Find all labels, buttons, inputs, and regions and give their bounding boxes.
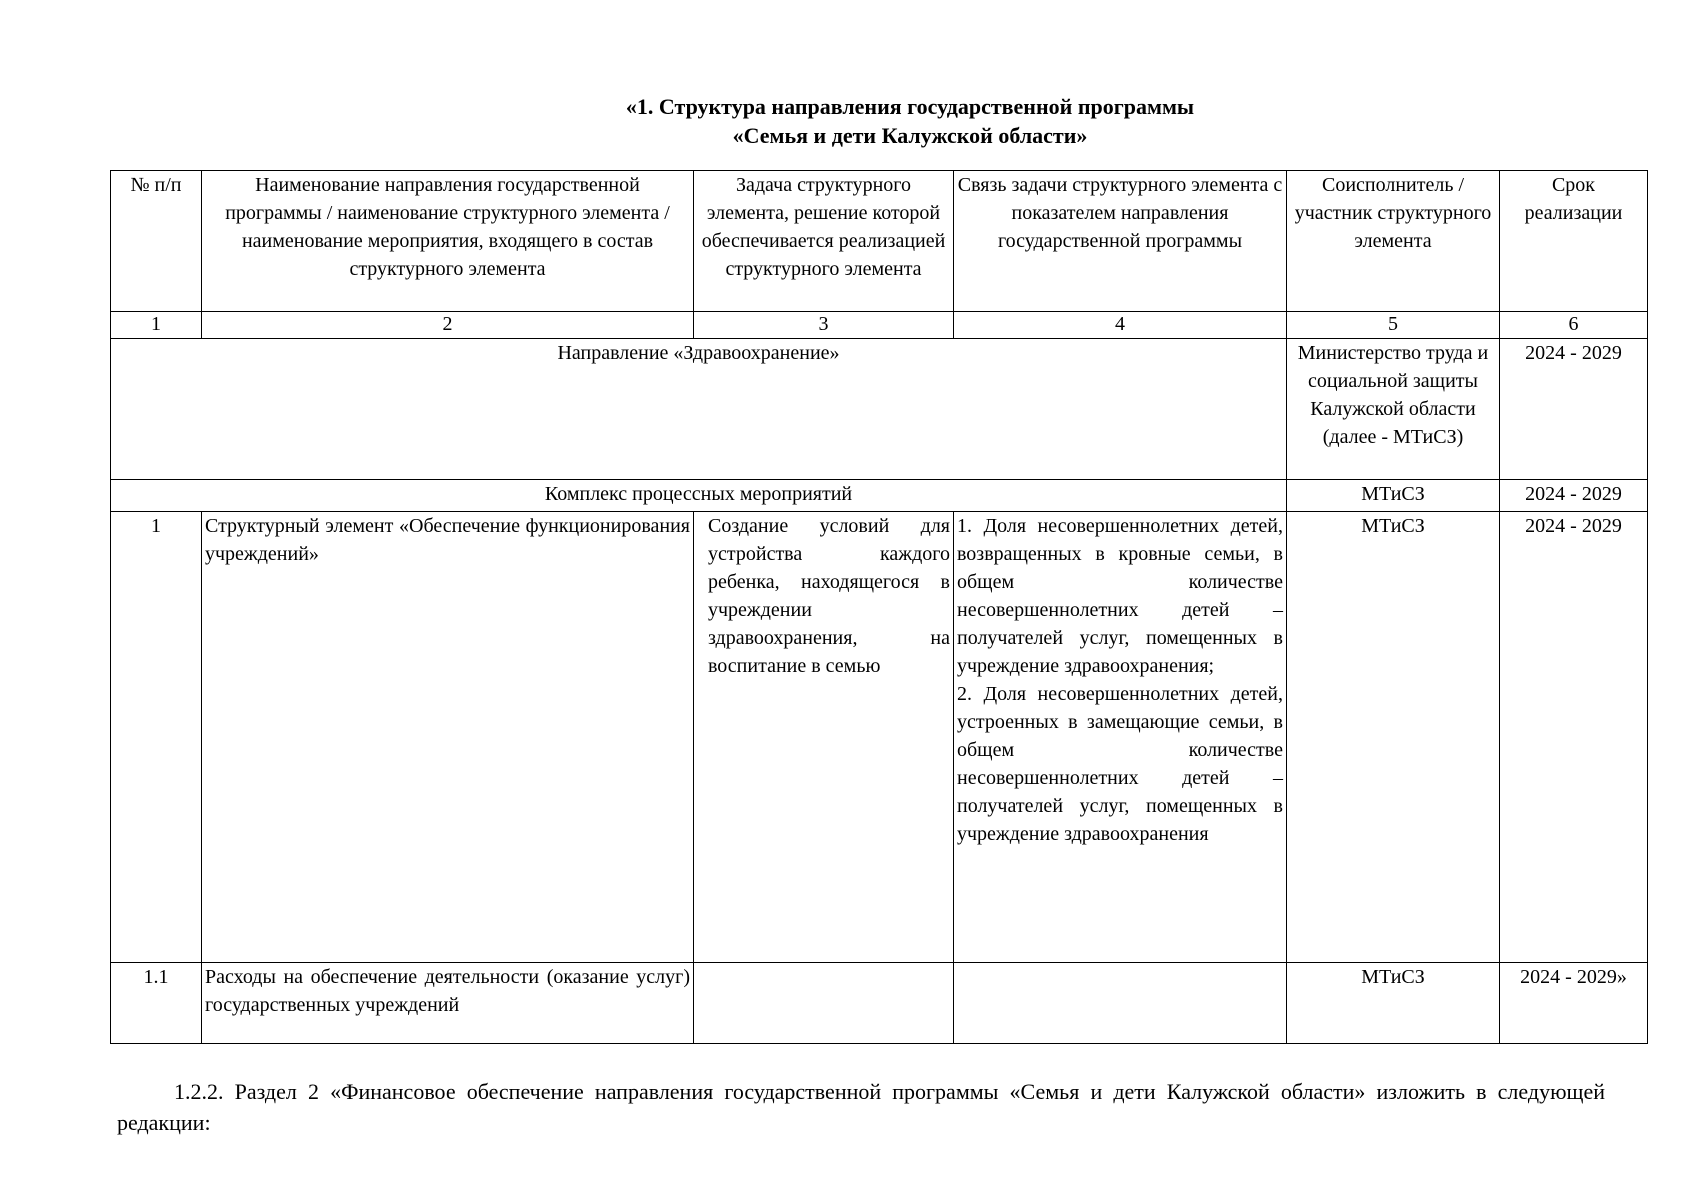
column-number: 3 xyxy=(694,312,954,339)
complex-period: 2024 - 2029 xyxy=(1500,480,1648,512)
complex-executor: МТиСЗ xyxy=(1287,480,1500,512)
title-line-2: «Семья и дети Калужской области» xyxy=(732,123,1088,148)
column-number-row xyxy=(111,312,1648,339)
column-number: 1 xyxy=(111,312,202,339)
direction-label: Направление «Здравоохранение» xyxy=(111,339,1287,480)
document-title xyxy=(0,92,1698,150)
header-period: Срок реализации xyxy=(1500,171,1648,312)
column-number: 4 xyxy=(954,312,1287,339)
column-number: 5 xyxy=(1287,312,1500,339)
direction-period: 2024 - 2029 xyxy=(1500,339,1648,480)
row-link-item-1: 1. Доля несовершеннолетних детей, возвращенных в кровные семьи, в общем количестве несовершеннолетних детей – получателей услуг, помещенных в учреждение здравоохранения; xyxy=(957,515,1283,677)
row-executor: МТиСЗ xyxy=(1287,963,1500,1044)
direction-row xyxy=(111,339,1648,480)
row-link-item-2: 2. Доля несовершеннолетних детей, устроенных в замещающие семьи, в общем количестве несовершеннолетних детей – получателей услуг, помещенных в учреждение здравоохранения xyxy=(957,683,1283,845)
header-row xyxy=(111,171,1648,312)
row-period: 2024 - 2029» xyxy=(1500,963,1648,1044)
row-executor: МТиСЗ xyxy=(1287,512,1500,963)
header-name: Наименование направления государственной программы / наименование структурного элемента / наименование мероприятия, входящего в состав структурного элемента xyxy=(202,171,694,312)
body-paragraph xyxy=(117,1076,1605,1138)
row-name: Расходы на обеспечение деятельности (оказание услуг) государственных учреждений xyxy=(202,963,694,1044)
row-link xyxy=(954,512,1287,963)
row-name: Структурный элемент «Обеспечение функционирования учреждений» xyxy=(202,512,694,963)
column-number: 2 xyxy=(202,312,694,339)
row-link xyxy=(954,963,1287,1044)
header-link: Связь задачи структурного элемента с показателем направления государственной программы xyxy=(954,171,1287,312)
direction-executor: Министерство труда и социальной защиты Калужской области (далее - МТиСЗ) xyxy=(1287,339,1500,480)
row-num: 1 xyxy=(111,512,202,963)
row-period: 2024 - 2029 xyxy=(1500,512,1648,963)
paragraph-text: 1.2.2. Раздел 2 «Финансовое обеспечение направления государственной программы «Семья и дети Калужской области» изложить в следующей редакции: xyxy=(117,1079,1605,1135)
header-num: № п/п xyxy=(111,171,202,312)
row-num: 1.1 xyxy=(111,963,202,1044)
row-task: Создание условий для устройства каждого ребенка, находящегося в учреждении здравоохранения, на воспитание в семью xyxy=(694,512,954,963)
table-row xyxy=(111,963,1648,1044)
header-executor: Соисполнитель / участник структурного элемента xyxy=(1287,171,1500,312)
title-line-1: «1. Структура направления государственной программы xyxy=(625,94,1195,119)
column-number: 6 xyxy=(1500,312,1648,339)
program-structure-table xyxy=(110,170,1648,1044)
complex-row xyxy=(111,480,1648,512)
complex-label: Комплекс процессных мероприятий xyxy=(111,480,1287,512)
header-task: Задача структурного элемента, решение которой обеспечивается реализацией структурного элемента xyxy=(694,171,954,312)
table-row xyxy=(111,512,1648,963)
row-task xyxy=(694,963,954,1044)
